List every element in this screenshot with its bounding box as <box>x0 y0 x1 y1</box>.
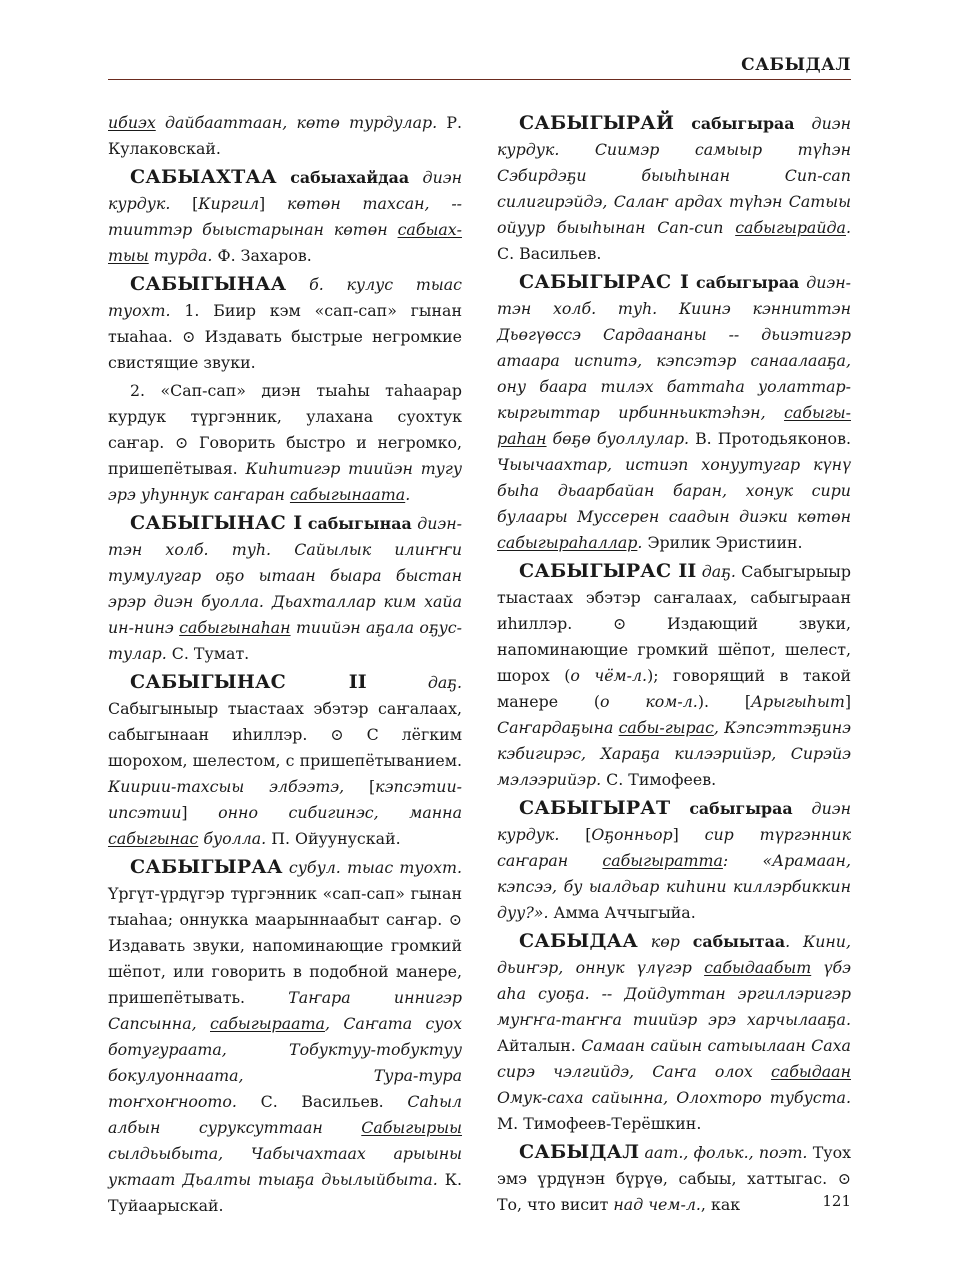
example-keyword: сабыдаан <box>770 1062 851 1081</box>
italic-text: над чем-л. <box>613 1195 701 1214</box>
italic-text: Саҥардаҕына <box>497 718 619 737</box>
dictionary-entry-sabygyras-2 <box>497 558 851 793</box>
dictionary-entry-sabygyraa <box>108 854 462 1219</box>
headword: САБЫДАЛ <box>519 1141 640 1163</box>
right-column <box>497 110 851 1218</box>
text-run: Сабыгырыыр тыастаах эбэтэр саҥалаах, сабыгыраан иһиллэр. ⊙ Издающий звуки, напоминающие громкий шёпот, шелест, шорох ( <box>497 562 851 685</box>
italic-text: . Кини, дьиҥэр, оннук үлүгэр <box>497 932 851 977</box>
italic-text: көр <box>637 932 693 951</box>
header-rule <box>108 79 851 80</box>
italic-text: диэн курдук. <box>497 799 851 844</box>
text-run: С. Васильев. <box>260 1092 408 1111</box>
text-run: ); говорящий в такой манере ( <box>497 666 851 711</box>
example-keyword: сабыгырайда <box>735 218 846 237</box>
italic-text: бөҕө буоллулар. <box>546 429 696 448</box>
text-run: К. Туйаарыскай. <box>108 1170 462 1215</box>
text-run: В. Протодьяконов. <box>695 429 851 448</box>
headword: САБЫГЫНАС II <box>130 671 367 693</box>
italic-text: о чём-л. <box>570 666 648 685</box>
headword: САБЫГЫРАС I <box>519 271 690 293</box>
text-run: [ <box>192 194 199 213</box>
example-keyword: сабыгынаһан <box>179 618 291 637</box>
italic-text: аат., фольк., поэт. <box>639 1143 813 1162</box>
italic-text: Киргил <box>198 194 260 213</box>
italic-text: сылдьыбыта, Чабычахтаах арыыны уктаат Дьалты тыаҕа дьылыйбыта. <box>108 1144 462 1189</box>
italic-text: даҕ. <box>366 673 462 692</box>
headword: САБЫГЫРАЙ <box>519 112 675 134</box>
dictionary-entry-sabygyrat <box>497 795 851 926</box>
dictionary-entry-sabydal <box>497 1139 851 1218</box>
text-run: [ <box>585 825 592 844</box>
text-run: Айталын. <box>497 1036 582 1055</box>
reference-word: сабыытаа <box>692 932 786 951</box>
text-run: , как <box>700 1195 741 1214</box>
example-keyword: ибиэх <box>108 113 156 132</box>
italic-text: диэн-тэн холб. туһ. Сайылык илиҥҥи тумулугар оҕо ытаан быара быстан эрэр диэн буолла. Дьахталлар ким хайа ин-нинэ <box>108 514 462 637</box>
italic-text: Самаан сайын сатыылаан Саха сирэ чэлгийдэ, Саҥа олох <box>497 1036 851 1081</box>
text-run: Үргүт-үрдүгэр түргэнник «сап-сап» гынан тыаһаа; оннукка маарыннаабыт саҥар. ⊙ Издавать звуки, напоминающие громкий шёпот, или говорить в подобной манере, пришепётывать. <box>108 884 462 1007</box>
dictionary-entry-sabygynaa <box>108 271 462 376</box>
reference-word: сабыгыраа <box>696 273 800 292</box>
dictionary-entry-sabyakhtaa <box>108 164 462 269</box>
text-run: Эрилик Эристиин. <box>647 533 803 552</box>
text-run: ] <box>672 825 705 844</box>
headword: САБЫГЫРАС II <box>519 560 697 582</box>
italic-text: Киһитигэр тиийэн тугу эрэ уһуннук саҥаран <box>108 459 462 504</box>
italic-text: о ком-л. <box>600 692 698 711</box>
italic-text: Киирии-тахсыы элбээтэ, <box>108 777 369 796</box>
headword: САБЫГЫРАТ <box>519 797 671 819</box>
italic-text: сир түргэнник саҥаран <box>497 825 852 870</box>
reference-word: сабыгынаа <box>307 514 412 533</box>
text-run: Туох эмэ үрдүнэн бүрүө, сабыы, хаттыгас. ⊙ То, что висит <box>497 1143 851 1214</box>
dictionary-entry-sabygynas-2 <box>108 669 462 852</box>
example-keyword: сабыгынас <box>108 829 199 848</box>
text-run: [ <box>369 777 376 796</box>
example-keyword: сабы-гырас <box>618 718 714 737</box>
text-run <box>689 273 696 292</box>
italic-text: субул. тыас туохт. <box>282 858 462 877</box>
italic-text: буолла. <box>198 829 272 848</box>
dictionary-entry-cont <box>108 110 462 162</box>
text-run: С. Тимофеев. <box>606 770 717 789</box>
italic-text: Саһыл албын суруксуттаан <box>108 1092 462 1137</box>
example-keyword: сабыгынаата <box>289 485 406 504</box>
headword: САБЫАХТАА <box>130 166 277 188</box>
headword: САБЫДАА <box>519 930 638 952</box>
text-run: Амма Аччыгыйа. <box>553 903 696 922</box>
text-run: ] <box>259 194 287 213</box>
example-keyword: Сабыгырыы <box>361 1118 462 1137</box>
text-run: ] <box>181 803 219 822</box>
italic-text: диэн курдук. Сиимэр самыыр түһэн Сэбирдэҕи быыһынан Сип-сап силигирэйдэ, Салаҥ ардах түһэн Сатыы ойуур быыһынан Сап-сип <box>497 114 851 237</box>
example-keyword: сабыгы-раһан <box>497 403 851 448</box>
page-number: 121 <box>822 1192 851 1210</box>
italic-text: , Саҥата суох ботугураата, Тобуктуу-тобуктуу бокулуоннаата, Тура-тура тоҥхоҥноото. <box>108 1014 462 1111</box>
example-keyword: сабыгыратта <box>602 851 723 870</box>
dictionary-entry-sabydaa <box>497 928 851 1137</box>
headword: САБЫГЫНАА <box>130 273 287 295</box>
italic-text: : «Арамаан, кэпсээ, бу ыалдьар киһини киллэрбиккин дуу?». <box>497 851 851 922</box>
italic-text: тиийэн аҕала оҕус-тулар. <box>108 618 462 663</box>
italic-text: диэн-тэн холб. туһ. Киинэ кэнниттэн Дьөгүөссэ Сардаананы -- дьиэтигэр атаара испитэ, кэпсэтэр санаалааҕа, ону баара тилэх баттаһа уолаттар-кыргыттар ирбинньиктэһэн, <box>497 273 851 422</box>
text-run: М. Тимофеев-Терёшкин. <box>497 1114 702 1133</box>
italic-text: . <box>405 485 411 504</box>
italic-text: дайбааттаан, көтө турдулар. <box>155 113 447 132</box>
italic-text: диэн курдук. <box>108 168 462 213</box>
text-run: Сабыгыныыр тыастаах эбэтэр саҥалаах, сабыгынаан иһиллэр. ⊙ С лёгким шорохом, шелестом, с пришепётыванием. <box>108 699 462 770</box>
example-keyword: сабыгыраһаллар <box>497 533 638 552</box>
text-run: 2. «Сап-сап» диэн тыаһы таһаарар курдук түргэнник, улахана суохтук саҥар. ⊙ Говорить быстро и негромко, пришепётывая. <box>108 381 462 478</box>
italic-text: . <box>637 533 648 552</box>
left-column <box>108 110 462 1219</box>
text-run: Ф. Захаров. <box>217 246 312 265</box>
dictionary-entry-sabygyrai <box>497 110 851 267</box>
text-run <box>670 799 689 818</box>
headword: САБЫГЫНАС I <box>130 512 303 534</box>
italic-text: . <box>845 218 851 237</box>
example-keyword: сабыгыраата <box>210 1014 325 1033</box>
text-run: П. Ойуунускай. <box>271 829 401 848</box>
text-run: 1. Биир кэм «сап-сап» гынан тыаһаа. ⊙ Издавать быстрые негромкие свистящие звуки. <box>108 301 462 372</box>
italic-text: Таҥара иннигэр Сапсынна, <box>108 988 462 1033</box>
italic-text: , Кэпсэттэҕинэ кэбигирэс, Хараҕа килээрийэр, Сирэйэ мэлээрийэр. <box>497 718 851 789</box>
headword: САБЫГЫРАА <box>130 856 283 878</box>
reference-word: сабыгыраа <box>689 799 793 818</box>
dictionary-entry-sabygyras-1 <box>497 269 851 556</box>
text-run: ). [ <box>697 692 751 711</box>
text-run: С. Васильев. <box>497 244 602 263</box>
italic-text: Арыгыһыт <box>751 692 845 711</box>
text-run <box>277 168 290 187</box>
italic-text: Оҕонньор <box>591 825 673 844</box>
dictionary-entry-sabygynas-1 <box>108 510 462 667</box>
running-head: САБЫДАЛ <box>741 55 851 75</box>
italic-text: онно сибигинэс, манна <box>218 803 463 822</box>
italic-text: б. кулус тыас туохт. <box>108 275 462 320</box>
text-run: ] <box>844 692 851 711</box>
italic-text: Омук-саха сайынна, Олохторо тубуста. <box>497 1088 851 1107</box>
text-run: Р. Кулаковскай. <box>108 113 462 158</box>
dictionary-entry-sabygynaa-2 <box>108 378 462 508</box>
italic-text: кэпсэтии-ипсэтии <box>108 777 462 822</box>
italic-text: даҕ. <box>696 562 742 581</box>
italic-text: турда. <box>148 246 218 265</box>
reference-word: сабыгыраа <box>691 114 795 133</box>
italic-text: үбэ аһа суоҕа. -- Дойдуттан эргиллэригэр муҥҥа-таҥҥа тиийэр эрэ харчылааҕа. <box>497 958 851 1029</box>
text-run: С. Тумат. <box>171 644 250 663</box>
reference-word: сабыахайдаа <box>290 168 410 187</box>
example-keyword: сабыах-тыы <box>108 220 462 265</box>
italic-text: көтөн тахсан, -- тииттэр быыстарынан көтөн <box>108 194 462 239</box>
example-keyword: сабыдаабыт <box>704 958 812 977</box>
text-run <box>674 114 691 133</box>
italic-text: Чыычаахтар, истиэп хонуутугар күнү быһа дьаарбайан баран, хонук сири булаары Муссерен саадын диэки көтөн <box>497 455 851 526</box>
